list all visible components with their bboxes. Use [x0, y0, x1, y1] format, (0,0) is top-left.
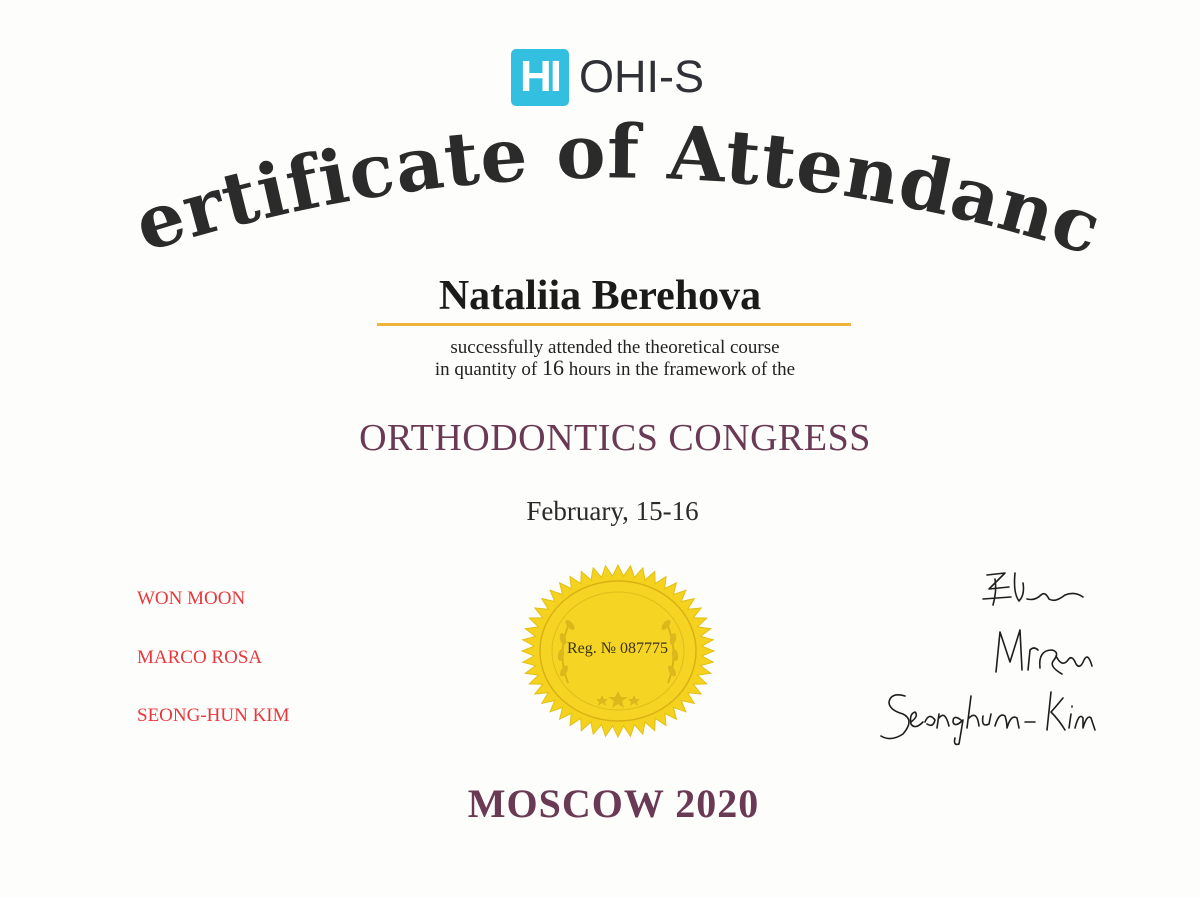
- speaker-1: WON MOON: [137, 588, 246, 609]
- ohis-logo: [511, 48, 704, 106]
- description-line-1: successfully attended the theoretical course: [450, 337, 780, 358]
- event-name: ORTHODONTICS CONGRESS: [359, 417, 871, 459]
- speaker-3: SEONG-HUN KIM: [137, 705, 290, 726]
- event-dates: February, 15-16: [526, 496, 699, 526]
- name-underline: [377, 323, 851, 326]
- description-prefix: in quantity of: [434, 359, 543, 380]
- signature-won-moon: [975, 565, 1095, 615]
- signature-marco-rosa: [990, 622, 1100, 682]
- logo-mark: HI: [511, 49, 569, 106]
- recipient-name: Nataliia Berehova: [438, 273, 762, 319]
- title-text: ertificate of Attendanc: [125, 110, 1112, 270]
- logo-text: OHI-S: [579, 51, 705, 102]
- registration-number: Reg. № 087775: [566, 640, 669, 657]
- hours-count: 16: [542, 355, 565, 380]
- city-year: MOSCOW 2020: [467, 781, 760, 826]
- speaker-2: MARCO ROSA: [137, 647, 263, 668]
- certificate-title: [0, 110, 1200, 270]
- description-suffix: hours in the framework of the: [564, 359, 796, 380]
- signature-seong-hun-kim: [875, 682, 1100, 747]
- description-line-2: [0, 357, 1200, 381]
